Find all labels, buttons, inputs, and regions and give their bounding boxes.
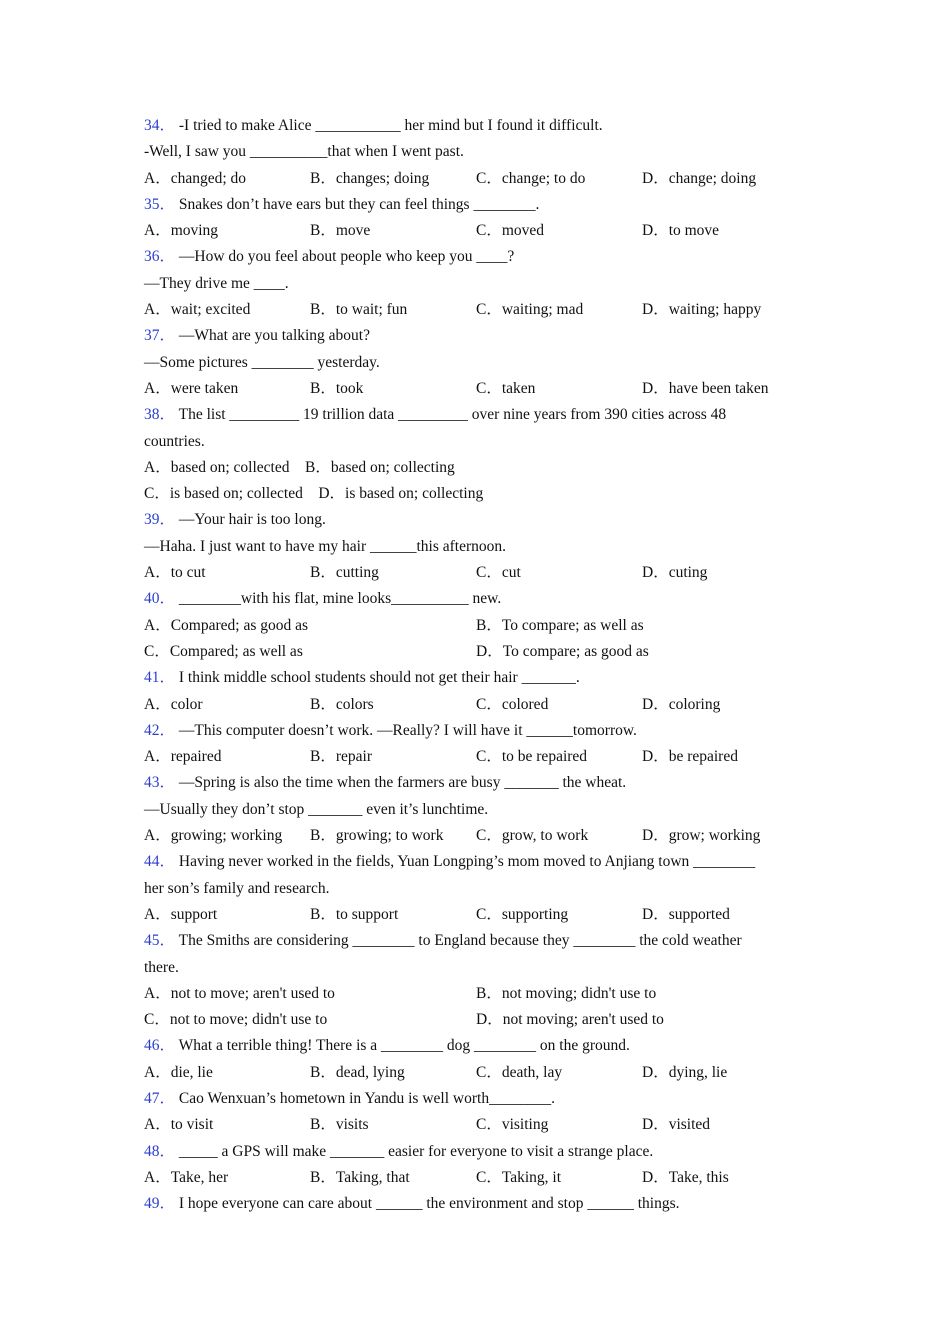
option-a: A．support <box>144 905 218 923</box>
question-text-line <box>144 429 814 455</box>
question-number: 34． <box>144 117 176 134</box>
option-d: D．cuting <box>642 564 708 582</box>
option-a: A．moving <box>144 222 219 240</box>
question-35 <box>144 192 814 245</box>
question-text-line <box>144 350 814 376</box>
option-b: B．colors <box>310 695 374 713</box>
option-a: A．Take, her <box>144 1168 229 1186</box>
option-a: A．growing; working <box>144 827 283 845</box>
option-d: D．Take, this <box>642 1168 729 1186</box>
question-47 <box>144 1086 814 1139</box>
option-b: B．visits <box>310 1116 369 1134</box>
question-number: 41． <box>144 669 176 687</box>
question-stem: Having never worked in the fields, Yuan Longping’s mom moved to Anjiang town ________ <box>175 853 756 871</box>
question-text-line <box>144 507 814 533</box>
option-a: A．Compared; as good as <box>144 616 309 634</box>
question-stem: The list _________ 19 trillion data _________ over nine years from 390 cities across 48 <box>175 406 727 424</box>
option-b: B．dead, lying <box>310 1063 405 1081</box>
question-text-line <box>144 1191 814 1217</box>
option-d: D．not moving; aren't used to <box>476 1011 664 1029</box>
options-row <box>144 455 814 481</box>
option-c: C．taken <box>476 379 536 397</box>
option-b: B．to support <box>310 905 399 923</box>
question-text-line <box>144 955 814 981</box>
question-number: 49． <box>144 1195 176 1213</box>
question-stem: I hope everyone can care about ______ the environment and stop ______ things. <box>175 1195 680 1213</box>
option-c: C．not to move; didn't use to <box>144 1011 328 1029</box>
question-text-line <box>144 113 814 139</box>
question-stem: Snakes don’t have ears but they can feel things ________. <box>175 195 540 213</box>
options-row <box>144 639 814 665</box>
question-text-line <box>144 770 814 796</box>
option-a: A．die, lie <box>144 1063 213 1081</box>
question-text-line <box>144 718 814 744</box>
option-b: B．to wait; fun <box>310 301 408 319</box>
option-a: A．not to move; aren't used to <box>144 984 335 1002</box>
question-stem: —Haha. I just want to have my hair ______this afternoon. <box>144 537 507 555</box>
question-stem: -Well, I saw you __________that when I went past. <box>144 143 464 161</box>
options-row <box>144 823 814 849</box>
question-number: 42． <box>144 721 176 739</box>
option-a: A．changed; do <box>144 169 247 187</box>
options-row <box>144 560 814 586</box>
option-c: C．colored <box>476 695 549 713</box>
option-d: D．To compare; as good as <box>476 642 649 660</box>
question-text-line <box>144 665 814 691</box>
question-stem: -I tried to make Alice ___________ her mind but I found it difficult. <box>175 117 603 134</box>
option-a: A．to cut <box>144 564 206 582</box>
option-b: B．move <box>310 222 371 240</box>
question-42 <box>144 718 814 771</box>
option-b: B．changes; doing <box>310 169 430 187</box>
options-row <box>144 902 814 928</box>
question-text-line <box>144 271 814 297</box>
options-row <box>144 981 814 1007</box>
option-b: B．cutting <box>310 564 379 582</box>
question-number: 38． <box>144 406 176 424</box>
option-pair: C．is based on; collected D．is based on; collecting <box>144 485 484 503</box>
option-d: D．grow; working <box>642 827 761 845</box>
option-c: C．waiting; mad <box>476 301 584 319</box>
option-a: A．wait; excited <box>144 301 251 319</box>
question-48 <box>144 1139 814 1192</box>
question-37 <box>144 323 814 402</box>
question-number: 46． <box>144 1037 176 1055</box>
question-stem: —How do you feel about people who keep you ____? <box>175 248 515 266</box>
option-c: C．cut <box>476 564 521 582</box>
question-stem: Cao Wenxuan’s hometown in Yandu is well worth________. <box>175 1089 555 1107</box>
question-stem: —They drive me ____. <box>144 274 289 292</box>
question-text-line <box>144 849 814 875</box>
options-row <box>144 166 814 192</box>
option-b: B．To compare; as well as <box>476 616 644 634</box>
option-d: D．visited <box>642 1116 711 1134</box>
options-row <box>144 613 814 639</box>
question-45 <box>144 928 814 1033</box>
question-stem: ________with his flat, mine looks__________ new. <box>175 590 502 608</box>
question-number: 39． <box>144 511 176 529</box>
question-34 <box>144 113 814 192</box>
option-d: D．waiting; happy <box>642 301 762 319</box>
question-stem: —Usually they don’t stop _______ even it’s lunchtime. <box>144 800 489 818</box>
option-d: D．be repaired <box>642 748 738 766</box>
option-c: C．Compared; as well as <box>144 642 303 660</box>
question-number: 48． <box>144 1142 176 1160</box>
question-text-line <box>144 402 814 428</box>
options-row <box>144 376 814 402</box>
option-a: A．repaired <box>144 748 222 766</box>
question-text-line <box>144 192 814 218</box>
question-number: 47． <box>144 1089 176 1107</box>
option-b: B．repair <box>310 748 372 766</box>
question-stem: her son’s family and research. <box>144 879 330 897</box>
question-stem: —Some pictures ________ yesterday. <box>144 353 380 371</box>
options-row <box>144 297 814 323</box>
question-stem: there. <box>144 958 179 976</box>
option-d: D．coloring <box>642 695 721 713</box>
question-text-line <box>144 797 814 823</box>
question-43 <box>144 770 814 849</box>
question-text-line <box>144 323 814 349</box>
question-number: 45． <box>144 932 176 950</box>
option-d: D．change; doing <box>642 169 757 187</box>
option-pair: A．based on; collected B．based on; collecting <box>144 458 455 476</box>
question-text-line <box>144 1139 814 1165</box>
question-stem: I think middle school students should not get their hair _______. <box>175 669 580 687</box>
question-stem: What a terrible thing! There is a ________ dog ________ on the ground. <box>175 1037 630 1055</box>
question-text-line <box>144 534 814 560</box>
options-row <box>144 1165 814 1191</box>
question-text-line <box>144 876 814 902</box>
question-text-line <box>144 244 814 270</box>
options-row <box>144 744 814 770</box>
question-stem: —Spring is also the time when the farmers are busy _______ the wheat. <box>175 774 627 792</box>
option-a: A．to visit <box>144 1116 214 1134</box>
option-c: C．to be repaired <box>476 748 588 766</box>
option-d: D．dying, lie <box>642 1063 728 1081</box>
question-stem: The Smiths are considering ________ to England because they ________ the cold weather <box>175 932 742 950</box>
question-stem: countries. <box>144 432 205 450</box>
question-number: 37． <box>144 327 176 345</box>
question-list <box>144 113 814 1217</box>
option-d: D．to move <box>642 222 720 240</box>
question-stem: —What are you talking about? <box>175 327 370 345</box>
option-b: B．took <box>310 379 364 397</box>
question-40 <box>144 586 814 665</box>
question-text-line <box>144 1086 814 1112</box>
option-c: C．Taking, it <box>476 1168 562 1186</box>
option-c: C．supporting <box>476 905 569 923</box>
question-stem: —Your hair is too long. <box>175 511 326 529</box>
option-c: C．moved <box>476 222 545 240</box>
option-b: B．Taking, that <box>310 1168 410 1186</box>
option-b: B．growing; to work <box>310 827 444 845</box>
question-44 <box>144 849 814 928</box>
question-36 <box>144 244 814 323</box>
question-number: 44． <box>144 853 176 871</box>
question-49 <box>144 1191 814 1217</box>
options-row <box>144 1112 814 1138</box>
options-row <box>144 692 814 718</box>
option-c: C．death, lay <box>476 1063 563 1081</box>
question-stem: —This computer doesn’t work. —Really? I will have it ______tomorrow. <box>175 721 637 739</box>
question-number: 40． <box>144 590 176 608</box>
option-c: C．visiting <box>476 1116 549 1134</box>
question-39 <box>144 507 814 586</box>
question-number: 43． <box>144 774 176 792</box>
question-41 <box>144 665 814 718</box>
option-d: D．have been taken <box>642 379 769 397</box>
question-number: 35． <box>144 195 176 213</box>
question-46 <box>144 1033 814 1086</box>
options-row <box>144 1007 814 1033</box>
question-text-line <box>144 1033 814 1059</box>
question-text-line <box>144 928 814 954</box>
question-text-line <box>144 586 814 612</box>
option-d: D．supported <box>642 905 730 923</box>
option-a: A．were taken <box>144 379 239 397</box>
question-text-line <box>144 139 814 165</box>
option-a: A．color <box>144 695 203 713</box>
options-row <box>144 1060 814 1086</box>
options-row <box>144 218 814 244</box>
options-row <box>144 481 814 507</box>
question-38 <box>144 402 814 507</box>
option-c: C．change; to do <box>476 169 586 187</box>
question-stem: _____ a GPS will make _______ easier for everyone to visit a strange place. <box>175 1142 654 1160</box>
option-b: B．not moving; didn't use to <box>476 984 657 1002</box>
option-c: C．grow, to work <box>476 827 589 845</box>
question-number: 36． <box>144 248 176 266</box>
